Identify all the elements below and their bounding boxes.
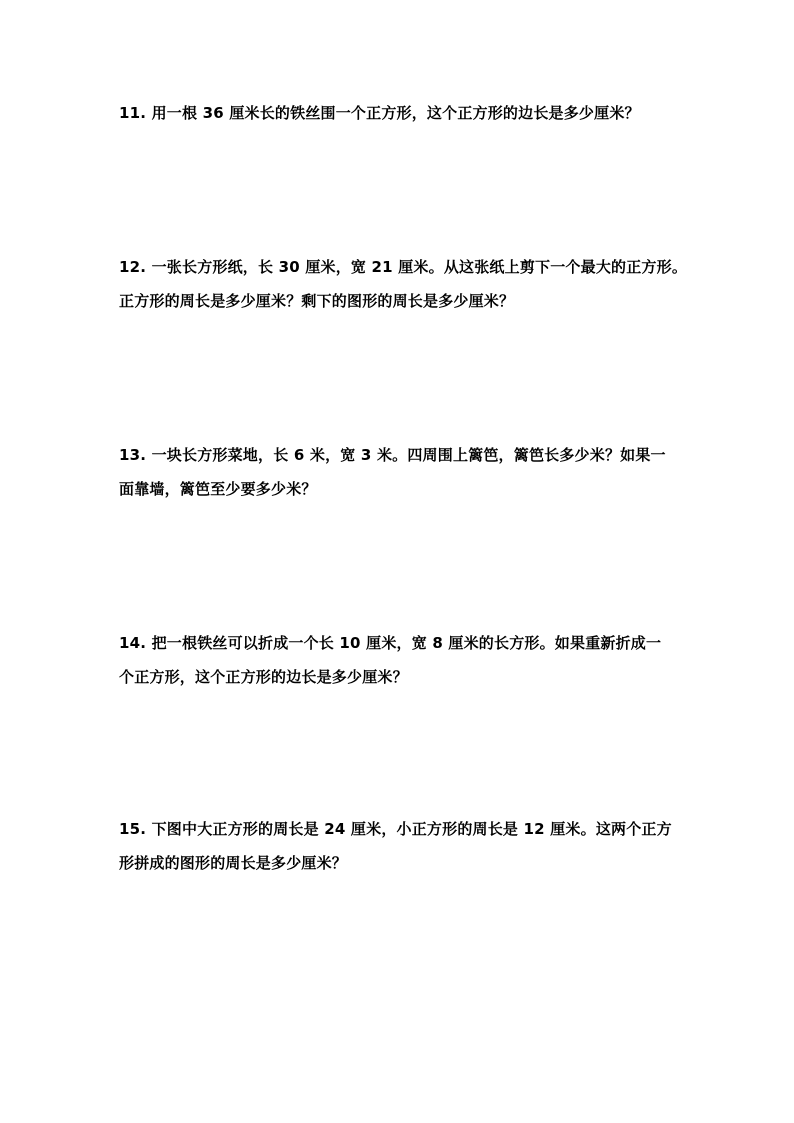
question-14-line-2: 个正方形，这个正方形的边长是多少厘米？ — [119, 668, 408, 686]
question-14-line-1: 14. 把一根铁丝可以折成一个长 10 厘米，宽 8 厘米的长方形。如果重新折成一 — [119, 634, 662, 652]
question-11 — [119, 96, 679, 130]
question-13-line-1: 13. 一块长方形菜地，长 6 米，宽 3 米。四周围上篱笆，篱笆长多少米？如果一 — [119, 446, 666, 464]
question-12 — [119, 250, 688, 318]
question-15-line-1: 15. 下图中大正方形的周长是 24 厘米，小正方形的周长是 12 厘米。这两个正方 — [119, 820, 672, 838]
question-15-line-2: 形拼成的图形的周长是多少厘米？ — [119, 854, 348, 872]
question-13 — [119, 438, 679, 506]
question-12-line-1: 12. 一张长方形纸，长 30 厘米，宽 21 厘米。从这张纸上剪下一个最大的正方形。 — [119, 258, 688, 276]
question-15 — [119, 812, 679, 880]
question-12-line-2: 正方形的周长是多少厘米？剩下的图形的周长是多少厘米？ — [119, 292, 515, 310]
question-14 — [119, 626, 679, 694]
question-13-line-2: 面靠墙，篱笆至少要多少米？ — [119, 480, 317, 498]
question-11-line-1: 11. 用一根 36 厘米长的铁丝围一个正方形，这个正方形的边长是多少厘米？ — [119, 104, 640, 122]
